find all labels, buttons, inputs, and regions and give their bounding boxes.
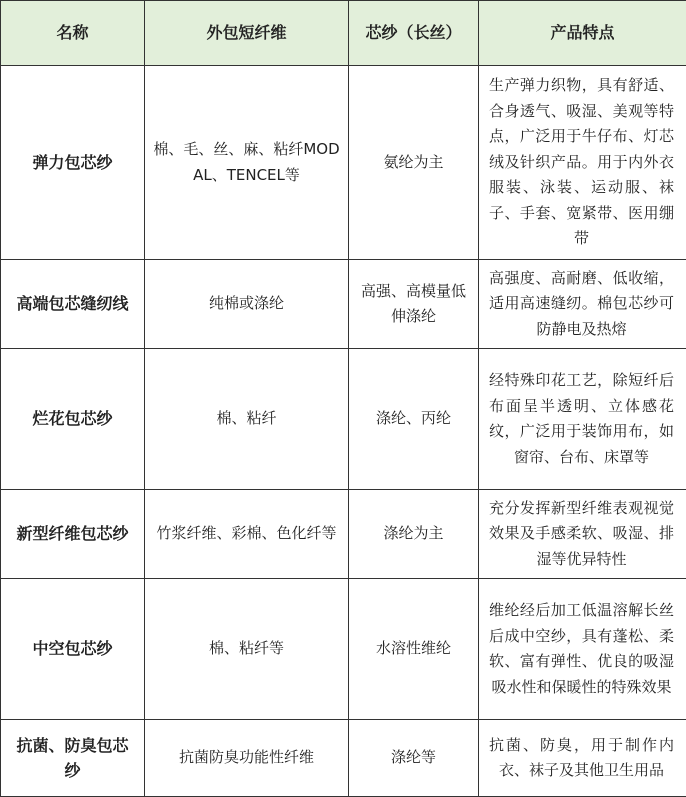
row-core-yarn: 涤纶为主 (349, 490, 479, 579)
table-row (1, 66, 686, 260)
row-name: 烂花包芯纱 (1, 349, 145, 490)
row-features: 维纶经后加工低温溶解长丝后成中空纱，具有蓬松、柔软、富有弹性、优良的吸湿吸水性和保暖性的特殊效果 (479, 579, 686, 720)
row-name: 高端包芯缝纫线 (1, 260, 145, 349)
row-outer-fiber: 抗菌防臭功能性纤维 (145, 720, 349, 797)
row-core-yarn: 氨纶为主 (349, 66, 479, 260)
table-row (1, 579, 686, 720)
row-name: 新型纤维包芯纱 (1, 490, 145, 579)
header-core-yarn: 芯纱（长丝） (349, 1, 479, 66)
row-features: 高强度、高耐磨、低收缩，适用高速缝纫。棉包芯纱可防静电及热熔 (479, 260, 686, 349)
header-features: 产品特点 (479, 1, 686, 66)
row-core-yarn: 水溶性维纶 (349, 579, 479, 720)
header-outer-fiber: 外包短纤维 (145, 1, 349, 66)
row-name: 中空包芯纱 (1, 579, 145, 720)
row-outer-fiber: 竹浆纤维、彩棉、色化纤等 (145, 490, 349, 579)
row-features: 充分发挥新型纤维表观视觉效果及手感柔软、吸湿、排湿等优异特性 (479, 490, 686, 579)
row-core-yarn: 高强、高模量低伸涤纶 (349, 260, 479, 349)
table-row (1, 260, 686, 349)
row-core-yarn: 涤纶等 (349, 720, 479, 797)
table-row (1, 490, 686, 579)
row-outer-fiber: 棉、粘纤 (145, 349, 349, 490)
row-outer-fiber: 纯棉或涤纶 (145, 260, 349, 349)
row-name: 抗菌、防臭包芯纱 (1, 720, 145, 797)
row-outer-fiber: 棉、粘纤等 (145, 579, 349, 720)
header-row (1, 1, 686, 66)
row-features: 经特殊印花工艺，除短纤后布面呈半透明、立体感花纹，广泛用于装饰用布，如窗帘、台布、床罩等 (479, 349, 686, 490)
header-name: 名称 (1, 1, 145, 66)
table-row (1, 720, 686, 797)
row-outer-fiber: 棉、毛、丝、麻、粘纤MODAL、TENCEL等 (145, 66, 349, 260)
row-features: 抗菌、防臭，用于制作内衣、袜子及其他卫生用品 (479, 720, 686, 797)
row-features: 生产弹力织物，具有舒适、合身透气、吸湿、美观等特点，广泛用于牛仔布、灯芯绒及针织产品。用于内外衣服装、泳装、运动服、袜子、手套、宽紧带、医用绷带 (479, 66, 686, 260)
table-row (1, 349, 686, 490)
row-name: 弹力包芯纱 (1, 66, 145, 260)
row-core-yarn: 涤纶、丙纶 (349, 349, 479, 490)
